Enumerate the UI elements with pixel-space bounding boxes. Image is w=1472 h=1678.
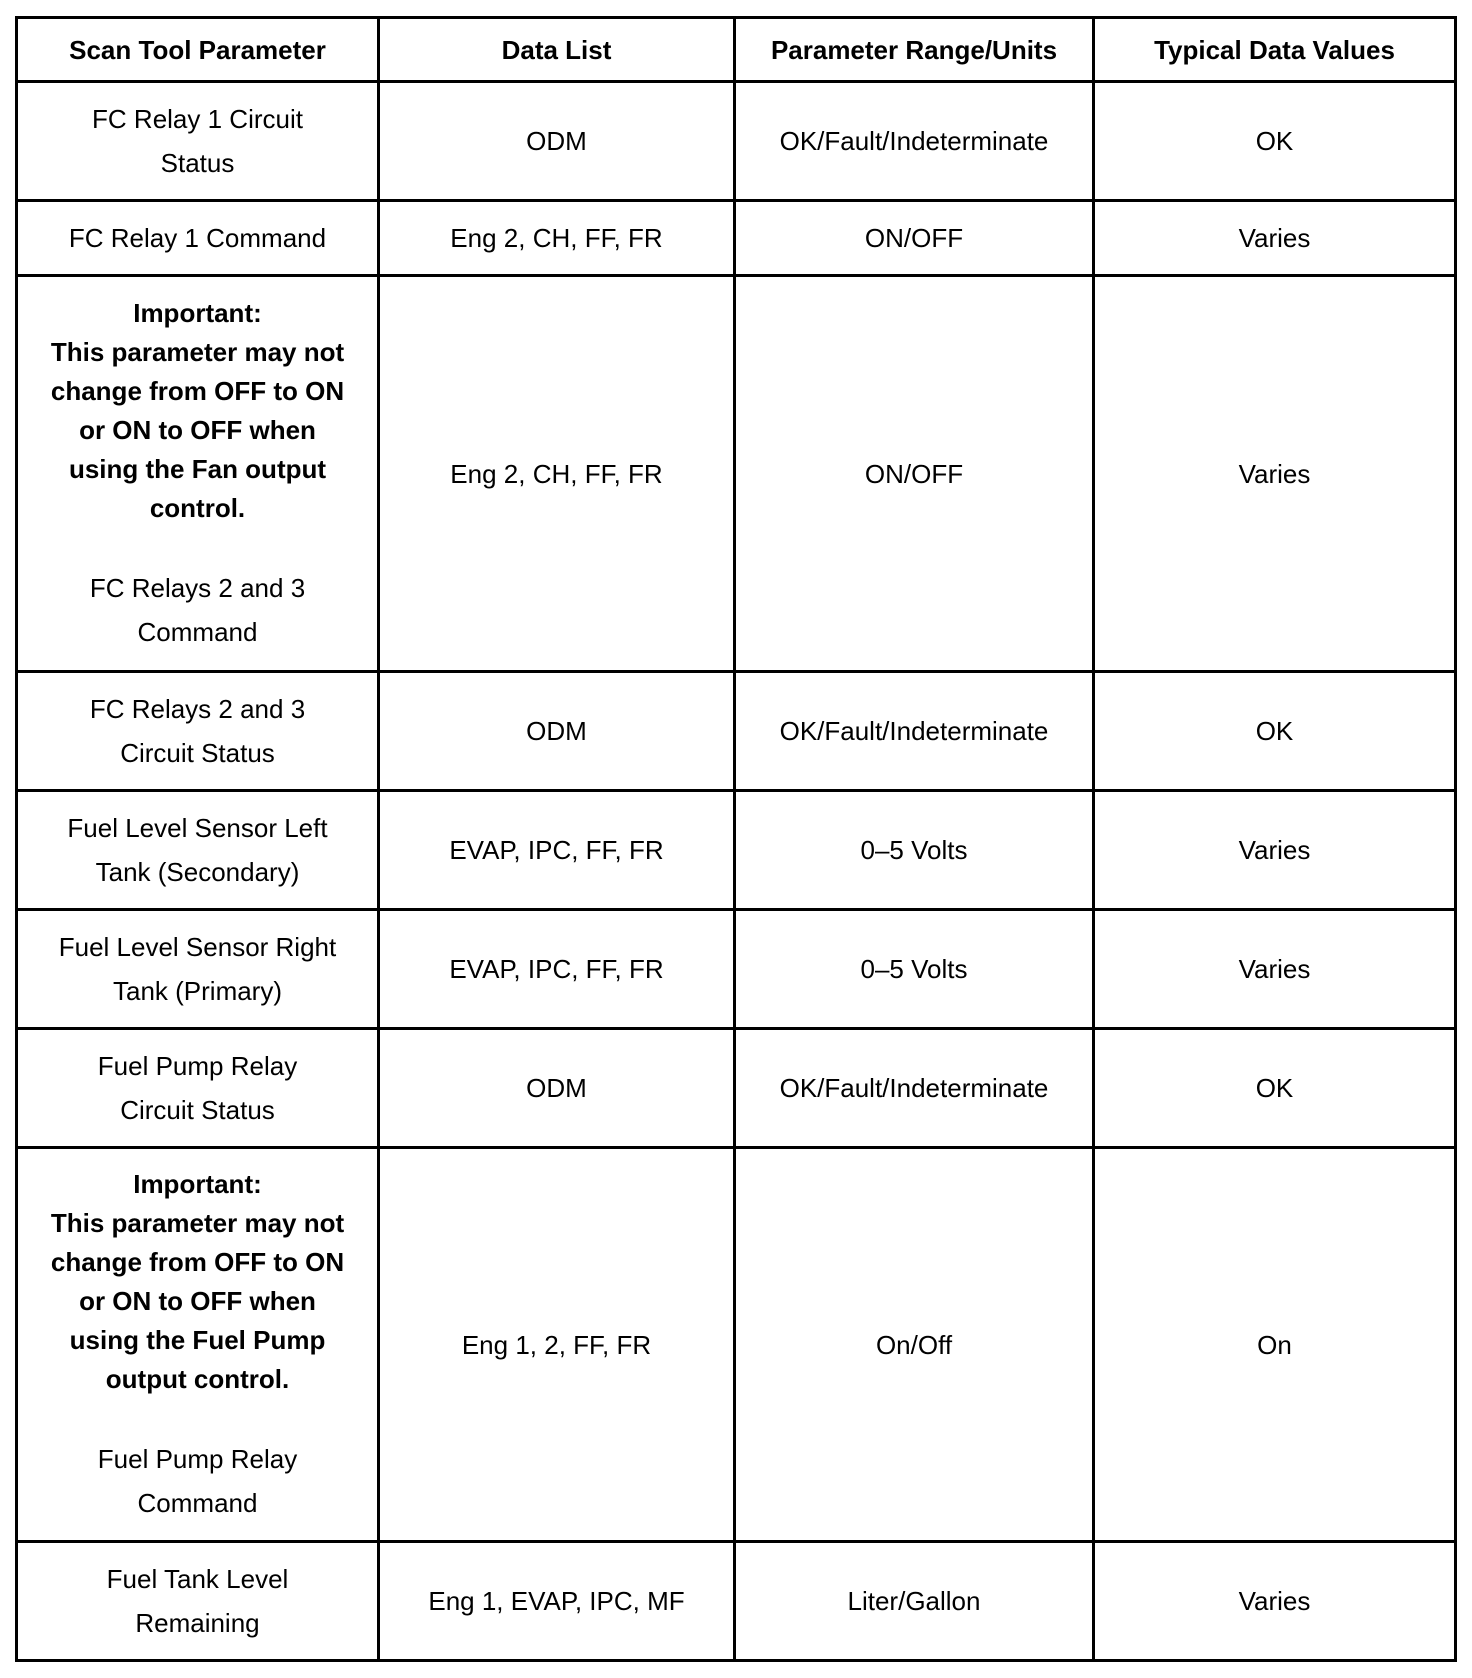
- parameter-cell: [17, 276, 379, 672]
- parameter-line: Fuel Pump Relay: [97, 1443, 298, 1474]
- range-units-cell: 0–5 Volts: [735, 791, 1094, 910]
- typical-value-cell: OK: [1094, 82, 1456, 201]
- range-units-cell: 0–5 Volts: [735, 910, 1094, 1029]
- typical-value-cell: On: [1094, 1148, 1456, 1542]
- table-row: [17, 1542, 1456, 1661]
- important-note-line: This parameter may not: [50, 1207, 345, 1238]
- important-note-line: control.: [149, 492, 246, 523]
- parameter-cell: [17, 82, 379, 201]
- parameter-cell: FC Relay 1 Command: [17, 201, 379, 276]
- range-units-cell: OK/Fault/Indeterminate: [735, 82, 1094, 201]
- important-label: Important:: [133, 1168, 262, 1199]
- important-note-line: using the Fuel Pump: [69, 1324, 326, 1355]
- data-list-cell: Eng 2, CH, FF, FR: [379, 276, 735, 672]
- table-row: [17, 791, 1456, 910]
- range-units-cell: OK/Fault/Indeterminate: [735, 672, 1094, 791]
- parameter-line: FC Relay 1 Circuit: [92, 104, 303, 134]
- typical-value-cell: OK: [1094, 672, 1456, 791]
- parameter-line: Command: [137, 1487, 258, 1518]
- typical-value-cell: Varies: [1094, 910, 1456, 1029]
- table-row: [17, 910, 1456, 1029]
- parameter-cell: [17, 672, 379, 791]
- important-note-line: This parameter may not: [50, 336, 345, 367]
- data-list-cell: ODM: [379, 82, 735, 201]
- data-list-cell: Eng 1, EVAP, IPC, MF: [379, 1542, 735, 1661]
- typical-value-cell: Varies: [1094, 1542, 1456, 1661]
- important-note-line: or ON to OFF when: [79, 1285, 316, 1316]
- data-list-cell: Eng 2, CH, FF, FR: [379, 201, 735, 276]
- data-list-cell: ODM: [379, 672, 735, 791]
- range-units-cell: OK/Fault/Indeterminate: [735, 1029, 1094, 1148]
- typical-value-cell: Varies: [1094, 791, 1456, 910]
- parameter-cell: [17, 1148, 379, 1542]
- range-units-cell: ON/OFF: [735, 201, 1094, 276]
- range-units-cell: ON/OFF: [735, 276, 1094, 672]
- data-list-cell: EVAP, IPC, FF, FR: [379, 910, 735, 1029]
- parameter-line: Fuel Level Sensor Right: [58, 932, 337, 962]
- important-note-line: or ON to OFF when: [79, 414, 316, 445]
- typical-value-cell: Varies: [1094, 276, 1456, 672]
- parameter-cell: [17, 1542, 379, 1661]
- data-list-cell: ODM: [379, 1029, 735, 1148]
- important-note-line: output control.: [105, 1363, 290, 1394]
- data-list-cell: EVAP, IPC, FF, FR: [379, 791, 735, 910]
- range-units-cell: On/Off: [735, 1148, 1094, 1542]
- table-header-row: [17, 18, 1456, 82]
- important-note-line: change from OFF to ON: [50, 375, 345, 406]
- parameter-line: Circuit Status: [120, 1095, 275, 1125]
- important-label: Important:: [133, 297, 262, 328]
- parameter-line: Status: [160, 148, 235, 178]
- range-units-cell: Liter/Gallon: [735, 1542, 1094, 1661]
- parameter-line: Command: [137, 616, 258, 647]
- table-row: [17, 82, 1456, 201]
- parameter-cell: [17, 1029, 379, 1148]
- parameter-cell: [17, 910, 379, 1029]
- parameter-line: FC Relays 2 and 3: [89, 572, 306, 603]
- data-list-cell: Eng 1, 2, FF, FR: [379, 1148, 735, 1542]
- parameter-line: Remaining: [135, 1608, 260, 1638]
- parameter-line: Tank (Primary): [112, 976, 282, 1006]
- parameter-line: Tank (Secondary): [95, 857, 300, 887]
- parameter-line: Fuel Level Sensor Left: [67, 813, 328, 843]
- table-row: [17, 1029, 1456, 1148]
- parameter-line: Circuit Status: [120, 738, 275, 768]
- parameter-cell: [17, 791, 379, 910]
- important-note-line: using the Fan output: [68, 453, 327, 484]
- header-scan-tool-parameter: Scan Tool Parameter: [17, 18, 379, 82]
- header-parameter-range-units: Parameter Range/Units: [735, 18, 1094, 82]
- scan-tool-parameter-table: [15, 16, 1457, 1662]
- table-row: [17, 1148, 1456, 1542]
- header-typical-data-values: Typical Data Values: [1094, 18, 1456, 82]
- typical-value-cell: Varies: [1094, 201, 1456, 276]
- typical-value-cell: OK: [1094, 1029, 1456, 1148]
- table-row: [17, 201, 1456, 276]
- table-row: [17, 276, 1456, 672]
- header-data-list: Data List: [379, 18, 735, 82]
- important-note-line: change from OFF to ON: [50, 1246, 345, 1277]
- parameter-line: Fuel Pump Relay: [97, 1051, 298, 1081]
- parameter-line: Fuel Tank Level: [106, 1564, 289, 1594]
- parameter-line: FC Relays 2 and 3: [89, 694, 306, 724]
- table-row: [17, 672, 1456, 791]
